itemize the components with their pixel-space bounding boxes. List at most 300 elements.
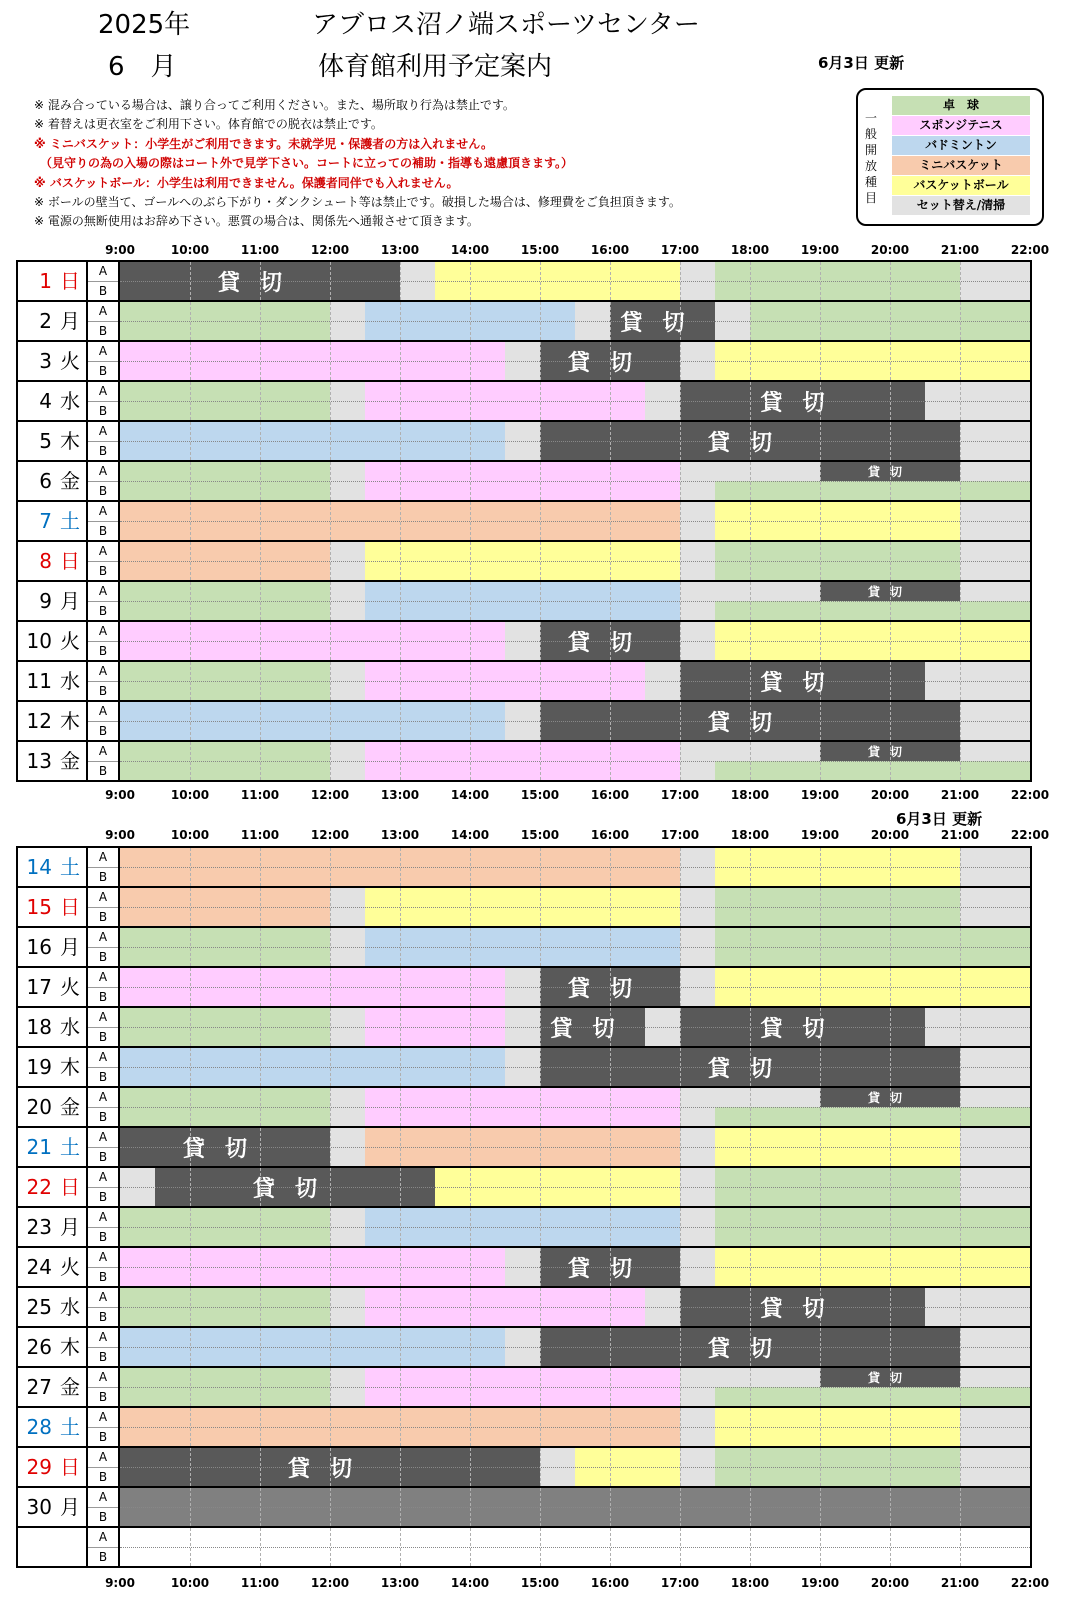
- weekday-label: 水: [60, 669, 80, 693]
- time-label: 15:00: [520, 243, 560, 257]
- day-timeline: [120, 342, 1030, 380]
- notice-line: ※ 着替えは更衣室をご利用下さい。体育館での脱衣は禁止です。: [34, 117, 383, 132]
- legend: [856, 88, 1044, 226]
- court-a: A: [88, 1128, 118, 1148]
- day-row: [18, 1328, 1030, 1368]
- court-a: A: [88, 1288, 118, 1308]
- court-b: B: [98, 1310, 108, 1324]
- day-number: 24: [26, 1255, 52, 1279]
- court-ab-label: [86, 1248, 120, 1286]
- day-timeline: [120, 1008, 1030, 1046]
- court-b: B: [98, 684, 108, 698]
- court-b: B: [98, 1390, 108, 1404]
- day-row: [18, 382, 1030, 422]
- activity-block: [680, 1387, 715, 1406]
- court-divider: [120, 1427, 1030, 1428]
- reserved-block: 貸切: [680, 1288, 925, 1326]
- notice-line: （見守りの為の入場の際はコート外で見学下さい。コートに立っての補助・指導も遠慮頂きます。）: [34, 156, 574, 171]
- reserved-block: 貸切: [820, 582, 960, 601]
- reserved-block: 貸切: [540, 1008, 645, 1046]
- court-ab-label: [86, 1048, 120, 1086]
- day-timeline: [120, 1208, 1030, 1246]
- court-b: B: [98, 444, 108, 458]
- court-b: B: [98, 644, 108, 658]
- day-number: 30: [26, 1495, 52, 1519]
- court-ab-label: [86, 1448, 120, 1486]
- court-ab-label: [86, 1328, 120, 1366]
- court-a: A: [88, 382, 118, 402]
- court-divider: [120, 561, 1030, 562]
- day-number: 3: [39, 349, 52, 373]
- weekday-label: 木: [60, 1335, 80, 1359]
- day-row: [18, 1128, 1030, 1168]
- day-row: [18, 888, 1030, 928]
- court-ab-label: [86, 928, 120, 966]
- time-label: 12:00: [310, 1576, 350, 1590]
- court-b: B: [98, 1550, 108, 1564]
- court-ab-label: [86, 1368, 120, 1406]
- court-a: A: [88, 928, 118, 948]
- court-ab-label: [86, 302, 120, 340]
- reserved-block: 貸切: [540, 968, 680, 1006]
- activity-block: [680, 761, 715, 780]
- day-number: 1: [39, 269, 52, 293]
- time-label: 17:00: [660, 1576, 700, 1590]
- time-label: 18:00: [730, 828, 770, 842]
- day-number: 26: [26, 1335, 52, 1359]
- facility-name: アブロス沼ノ端スポーツセンター: [312, 10, 700, 40]
- day-row: [18, 742, 1030, 782]
- day-row: [18, 1528, 1030, 1568]
- day-number: 20: [26, 1095, 52, 1119]
- time-label: 15:00: [520, 788, 560, 802]
- reserved-block: 貸切: [540, 422, 960, 460]
- day-number: 28: [26, 1415, 52, 1439]
- court-ab-label: [86, 662, 120, 700]
- day-row: [18, 662, 1030, 702]
- court-b: B: [98, 564, 108, 578]
- day-row: [18, 622, 1030, 662]
- court-a: A: [88, 1528, 118, 1548]
- court-ab-label: [86, 848, 120, 886]
- court-ab-label: [86, 1088, 120, 1126]
- legend-item: スポンジテニス: [892, 116, 1030, 136]
- day-row: [18, 1488, 1030, 1528]
- reserved-block: 貸切: [120, 1128, 330, 1166]
- day-row: [18, 422, 1030, 462]
- day-number: 27: [26, 1375, 52, 1399]
- activity-block: [680, 1107, 715, 1126]
- court-divider: [120, 1307, 1030, 1308]
- time-label: 18:00: [730, 243, 770, 257]
- time-label: 19:00: [800, 828, 840, 842]
- day-number: 13: [26, 749, 52, 773]
- reserved-block: 貸切: [680, 1008, 925, 1046]
- time-label: 22:00: [1010, 243, 1050, 257]
- legend-title: 一 般 開 放 種 目: [864, 111, 877, 205]
- court-ab-label: [86, 462, 120, 500]
- day-row: [18, 1248, 1030, 1288]
- court-divider: [120, 1147, 1030, 1148]
- court-b: B: [98, 1110, 108, 1124]
- day-timeline: [120, 848, 1030, 886]
- court-ab-label: [86, 888, 120, 926]
- court-b: B: [98, 1470, 108, 1484]
- time-label: 10:00: [170, 828, 210, 842]
- activity-block: [680, 481, 715, 500]
- court-ab-label: [86, 622, 120, 660]
- notice-line: ※ バスケットボール：小学生は利用できません。保護者同伴でも入れません。: [34, 175, 459, 190]
- court-b: B: [98, 1190, 108, 1204]
- court-b: B: [98, 484, 108, 498]
- time-label: 20:00: [870, 243, 910, 257]
- activity-block: [960, 582, 1030, 601]
- court-ab-label: [86, 1408, 120, 1446]
- reserved-block: 貸切: [820, 462, 960, 481]
- day-row: [18, 542, 1030, 582]
- activity-block: [715, 1387, 1030, 1406]
- activity-block: [960, 1368, 1030, 1387]
- weekday-label: 日: [60, 269, 80, 293]
- day-timeline: [120, 1248, 1030, 1286]
- court-ab-label: [86, 968, 120, 1006]
- time-label: 17:00: [660, 828, 700, 842]
- time-label: 9:00: [105, 828, 135, 842]
- weekday-label: 金: [60, 1095, 80, 1119]
- day-row: [18, 848, 1030, 888]
- time-label: 18:00: [730, 788, 770, 802]
- weekday-label: 火: [60, 349, 80, 373]
- court-b: B: [98, 764, 108, 778]
- time-label: 12:00: [310, 788, 350, 802]
- court-a: A: [88, 1088, 118, 1108]
- court-divider: [120, 721, 1030, 722]
- time-label: 13:00: [380, 828, 420, 842]
- court-divider: [120, 441, 1030, 442]
- court-a: A: [88, 1168, 118, 1188]
- activity-block: [715, 1107, 1030, 1126]
- weekday-label: 木: [60, 709, 80, 733]
- weekday-label: 木: [60, 429, 80, 453]
- reserved-block: 貸切: [680, 382, 925, 420]
- day-timeline: [120, 968, 1030, 1006]
- weekday-label: 土: [60, 1135, 80, 1159]
- day-number: 10: [26, 629, 52, 653]
- day-number: 2: [39, 309, 52, 333]
- day-timeline: [120, 262, 1030, 300]
- weekday-label: 土: [60, 509, 80, 533]
- notice-line: ※ ボールの壁当て、ゴールへのぶら下がり・ダンクシュート等は禁止です。破損した場合は、修理費をご負担頂きます。: [34, 195, 681, 210]
- court-divider: [120, 867, 1030, 868]
- time-label: 14:00: [450, 828, 490, 842]
- day-timeline: [120, 662, 1030, 700]
- day-timeline: [120, 1048, 1030, 1086]
- court-divider: [120, 1467, 1030, 1468]
- day-timeline: [120, 1088, 1030, 1126]
- court-divider: [120, 947, 1030, 948]
- reserved-block: 貸切: [820, 1368, 960, 1387]
- time-label: 17:00: [660, 788, 700, 802]
- weekday-label: [58, 1528, 82, 1566]
- weekday-label: 月: [60, 1215, 80, 1239]
- court-b: B: [98, 1230, 108, 1244]
- court-divider: [120, 641, 1030, 642]
- court-ab-label: [86, 1008, 120, 1046]
- day-timeline: [120, 1488, 1030, 1526]
- court-b: B: [98, 1350, 108, 1364]
- court-a: A: [88, 342, 118, 362]
- time-label: 14:00: [450, 1576, 490, 1590]
- time-label: 21:00: [940, 1576, 980, 1590]
- court-a: A: [88, 1408, 118, 1428]
- time-label: 22:00: [1010, 1576, 1050, 1590]
- court-divider: [120, 1227, 1030, 1228]
- court-divider: [120, 1107, 1030, 1108]
- court-b: B: [98, 1030, 108, 1044]
- court-ab-label: [86, 502, 120, 540]
- activity-block: [715, 761, 1030, 780]
- time-label: 16:00: [590, 788, 630, 802]
- reserved-block: 貸切: [540, 702, 960, 740]
- day-number: [18, 1528, 52, 1566]
- day-row: [18, 928, 1030, 968]
- court-a: A: [88, 888, 118, 908]
- time-label: 14:00: [450, 243, 490, 257]
- day-number: 23: [26, 1215, 52, 1239]
- court-a: A: [88, 1368, 118, 1388]
- court-divider: [120, 681, 1030, 682]
- court-ab-label: [86, 1528, 120, 1566]
- court-b: B: [98, 910, 108, 924]
- court-ab-label: [86, 422, 120, 460]
- court-a: A: [88, 742, 118, 762]
- court-a: A: [88, 582, 118, 602]
- weekday-label: 日: [60, 1175, 80, 1199]
- day-timeline: [120, 928, 1030, 966]
- court-divider: [120, 1347, 1030, 1348]
- time-label: 13:00: [380, 243, 420, 257]
- time-label: 11:00: [240, 788, 280, 802]
- court-ab-label: [86, 342, 120, 380]
- time-label: 14:00: [450, 788, 490, 802]
- court-a: A: [88, 702, 118, 722]
- notice-line: ※ 電源の無断使用はお辞め下さい。悪質の場合は、関係先へ通報させて頂きます。: [34, 214, 479, 229]
- notice-list: [34, 96, 834, 232]
- day-number: 29: [26, 1455, 52, 1479]
- time-axis-bottom-1: [0, 788, 1073, 806]
- weekday-label: 金: [60, 749, 80, 773]
- day-number: 21: [26, 1135, 52, 1159]
- day-number: 7: [39, 509, 52, 533]
- year-label: 2025年: [98, 10, 191, 40]
- time-label: 15:00: [520, 1576, 560, 1590]
- court-a: A: [88, 462, 118, 482]
- time-label: 19:00: [800, 788, 840, 802]
- day-number: 17: [26, 975, 52, 999]
- court-divider: [120, 601, 1030, 602]
- day-timeline: [120, 1528, 1030, 1566]
- time-label: 11:00: [240, 828, 280, 842]
- activity-block: [960, 1088, 1030, 1107]
- day-timeline: [120, 1128, 1030, 1166]
- day-timeline: [120, 702, 1030, 740]
- time-axis-bottom-2: [0, 1576, 1073, 1594]
- court-a: A: [88, 422, 118, 442]
- month-label: 6 月: [108, 52, 177, 82]
- day-row: [18, 702, 1030, 742]
- court-b: B: [98, 990, 108, 1004]
- day-row: [18, 1448, 1030, 1488]
- activity-block: [960, 462, 1030, 481]
- day-number: 25: [26, 1295, 52, 1319]
- time-label: 16:00: [590, 828, 630, 842]
- day-timeline: [120, 1328, 1030, 1366]
- court-a: A: [88, 262, 118, 282]
- weekday-label: 火: [60, 975, 80, 999]
- weekday-label: 土: [60, 1415, 80, 1439]
- time-label: 18:00: [730, 1576, 770, 1590]
- time-label: 12:00: [310, 828, 350, 842]
- time-label: 16:00: [590, 1576, 630, 1590]
- day-row: [18, 502, 1030, 542]
- court-a: A: [88, 1448, 118, 1468]
- reserved-block: 貸切: [540, 1328, 960, 1366]
- court-divider: [120, 281, 1030, 282]
- court-a: A: [88, 1488, 118, 1508]
- day-row: [18, 1048, 1030, 1088]
- day-row: [18, 262, 1030, 302]
- court-divider: [120, 1187, 1030, 1188]
- court-divider: [120, 1547, 1030, 1548]
- court-a: A: [88, 968, 118, 988]
- reserved-block: 貸切: [610, 302, 715, 340]
- weekday-label: 水: [60, 1015, 80, 1039]
- weekday-label: 土: [60, 855, 80, 879]
- reserved-block: 貸切: [540, 1048, 960, 1086]
- day-timeline: [120, 542, 1030, 580]
- activity-block: [715, 481, 1030, 500]
- court-ab-label: [86, 1488, 120, 1526]
- time-label: 22:00: [1010, 828, 1050, 842]
- day-number: 15: [26, 895, 52, 919]
- court-a: A: [88, 302, 118, 322]
- time-label: 12:00: [310, 243, 350, 257]
- court-ab-label: [86, 262, 120, 300]
- day-row: [18, 968, 1030, 1008]
- day-timeline: [120, 1368, 1030, 1406]
- court-divider: [120, 521, 1030, 522]
- activity-block: [715, 601, 1030, 620]
- court-ab-label: [86, 1168, 120, 1206]
- court-b: B: [98, 1270, 108, 1284]
- weekday-label: 水: [60, 389, 80, 413]
- reserved-block: 貸切: [820, 1088, 960, 1107]
- section2-updated-date: 6月3日 更新: [896, 810, 983, 828]
- court-b: B: [98, 324, 108, 338]
- day-timeline: [120, 582, 1030, 620]
- notice-line: ※ ミニバスケット：小学生がご利用できます。未就学児・保護者の方は入れません。: [34, 136, 494, 151]
- time-label: 19:00: [800, 243, 840, 257]
- day-timeline: [120, 422, 1030, 460]
- day-number: 12: [26, 709, 52, 733]
- court-ab-label: [86, 702, 120, 740]
- time-label: 17:00: [660, 243, 700, 257]
- day-timeline: [120, 302, 1030, 340]
- court-a: A: [88, 848, 118, 868]
- day-timeline: [120, 1168, 1030, 1206]
- day-timeline: [120, 1288, 1030, 1326]
- court-b: B: [98, 950, 108, 964]
- weekday-label: 日: [60, 1455, 80, 1479]
- time-label: 9:00: [105, 1576, 135, 1590]
- day-timeline: [120, 502, 1030, 540]
- court-divider: [120, 1387, 1030, 1388]
- time-label: 20:00: [870, 1576, 910, 1590]
- day-timeline: [120, 462, 1030, 500]
- day-row: [18, 1208, 1030, 1248]
- court-ab-label: [86, 542, 120, 580]
- day-number: 9: [39, 589, 52, 613]
- weekday-label: 金: [60, 469, 80, 493]
- reserved-block: 貸切: [820, 742, 960, 761]
- time-label: 20:00: [870, 828, 910, 842]
- court-ab-label: [86, 1288, 120, 1326]
- day-row: [18, 582, 1030, 622]
- weekday-label: 金: [60, 1375, 80, 1399]
- court-a: A: [88, 502, 118, 522]
- court-b: B: [98, 404, 108, 418]
- weekday-label: 火: [60, 629, 80, 653]
- day-number: 8: [39, 549, 52, 573]
- updated-date: 6月3日 更新: [818, 54, 905, 72]
- court-divider: [120, 987, 1030, 988]
- day-number: 11: [26, 669, 52, 693]
- time-label: 13:00: [380, 1576, 420, 1590]
- time-label: 10:00: [170, 788, 210, 802]
- legend-item: バスケットボール: [892, 176, 1030, 196]
- reserved-block: 貸切: [120, 1448, 540, 1486]
- court-b: B: [98, 1510, 108, 1524]
- weekday-label: 水: [60, 1295, 80, 1319]
- time-label: 10:00: [170, 1576, 210, 1590]
- weekday-label: 日: [60, 549, 80, 573]
- court-a: A: [88, 1008, 118, 1028]
- court-a: A: [88, 1328, 118, 1348]
- time-axis-top-2: [0, 828, 1073, 846]
- court-divider: [120, 907, 1030, 908]
- legend-item: バドミントン: [892, 136, 1030, 156]
- court-a: A: [88, 662, 118, 682]
- reserved-block: 貸切: [540, 1248, 680, 1286]
- time-label: 11:00: [240, 1576, 280, 1590]
- day-timeline: [120, 1408, 1030, 1446]
- schedule-table-2: [16, 846, 1032, 1568]
- time-label: 21:00: [940, 828, 980, 842]
- weekday-label: 木: [60, 1055, 80, 1079]
- court-ab-label: [86, 1128, 120, 1166]
- court-b: B: [98, 1150, 108, 1164]
- time-label: 20:00: [870, 788, 910, 802]
- court-b: B: [98, 724, 108, 738]
- court-ab-label: [86, 582, 120, 620]
- weekday-label: 月: [60, 935, 80, 959]
- day-timeline: [120, 382, 1030, 420]
- day-number: 18: [26, 1015, 52, 1039]
- time-label: 21:00: [940, 243, 980, 257]
- legend-item: 卓 球: [892, 96, 1030, 116]
- time-axis-top-1: [0, 243, 1073, 261]
- day-number: 6: [39, 469, 52, 493]
